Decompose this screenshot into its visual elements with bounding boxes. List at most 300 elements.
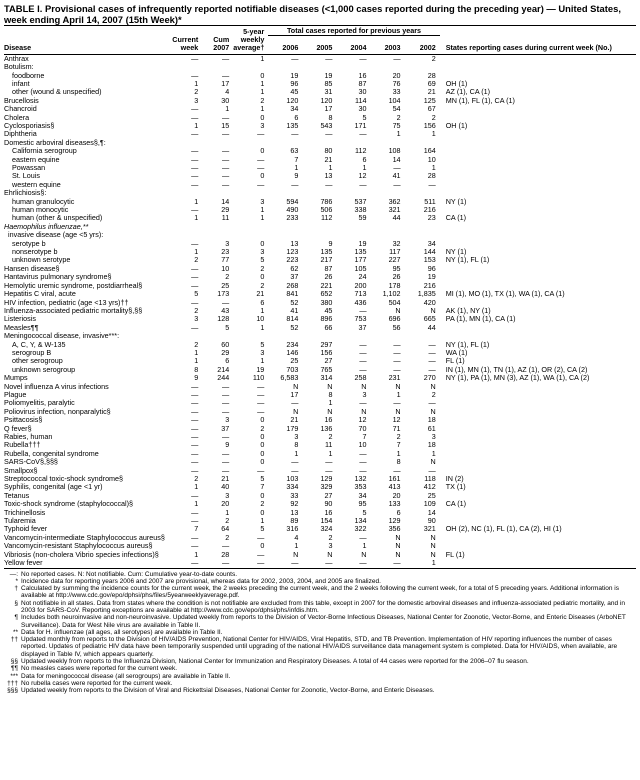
cell-value bbox=[371, 332, 405, 340]
cell-value: 156 bbox=[320, 348, 333, 357]
table-row bbox=[4, 248, 636, 256]
cell-value bbox=[268, 223, 302, 231]
states-reporting bbox=[440, 273, 636, 281]
cell-value bbox=[302, 231, 336, 239]
cell-value: 2 bbox=[431, 390, 436, 399]
cell-value: 1 bbox=[225, 105, 230, 114]
cell-value: N bbox=[327, 382, 333, 391]
cell-value: — bbox=[222, 113, 230, 122]
cell-value: N bbox=[395, 550, 401, 559]
cell-value: 841 bbox=[286, 290, 299, 299]
cell-value: 1 bbox=[260, 517, 265, 526]
cell-value: 33 bbox=[290, 491, 299, 500]
avg-header-line1: 5-year bbox=[233, 26, 268, 36]
footnote bbox=[4, 629, 636, 636]
cell-value: — bbox=[359, 533, 367, 542]
disease-name: Novel influenza A virus infections bbox=[4, 382, 109, 391]
cell-value: 511 bbox=[424, 197, 436, 206]
cell-value: 34 bbox=[290, 105, 299, 114]
cell-value: — bbox=[325, 54, 333, 63]
cell-value: 8 bbox=[396, 458, 401, 467]
table-row bbox=[4, 172, 636, 180]
cell-value: 67 bbox=[427, 105, 436, 114]
cell-value bbox=[371, 231, 405, 239]
cell-value: — bbox=[222, 164, 230, 172]
cell-value: 3 bbox=[362, 390, 367, 399]
cell-value bbox=[268, 139, 302, 147]
cell-value: 19 bbox=[427, 273, 436, 282]
cell-value: 171 bbox=[354, 121, 367, 130]
cell-value: 70 bbox=[358, 424, 367, 433]
states-reporting bbox=[440, 467, 636, 475]
cell-value: 321 bbox=[388, 206, 401, 215]
table-row bbox=[4, 265, 636, 273]
cell-value: 21 bbox=[290, 416, 299, 425]
cell-value: 1 bbox=[260, 105, 265, 114]
cell-value: 95 bbox=[358, 500, 367, 509]
cell-value: — bbox=[191, 382, 199, 391]
states-reporting bbox=[440, 130, 636, 138]
states-reporting: NY (1) bbox=[445, 248, 467, 257]
cell-value: — bbox=[393, 54, 401, 63]
cell-value: 412 bbox=[423, 483, 436, 492]
cell-value bbox=[302, 189, 336, 197]
cell-value: 109 bbox=[423, 500, 436, 509]
disease-name: Syphilis, congenital (age <1 yr) bbox=[4, 483, 103, 492]
cell-value: 25 bbox=[221, 281, 230, 290]
cell-value: 28 bbox=[427, 172, 436, 181]
cell-value: — bbox=[222, 542, 230, 551]
cell-value: 1 bbox=[328, 449, 333, 458]
footnote-text: No rubella cases were reported for the current week. bbox=[21, 679, 173, 687]
table-row bbox=[4, 214, 636, 222]
states-reporting bbox=[440, 416, 636, 424]
footnote-text: Data for meningococcal disease (all serogroups) are available in Table II. bbox=[21, 672, 231, 680]
table-row bbox=[4, 181, 636, 189]
cell-value: 321 bbox=[423, 525, 436, 534]
cell-value bbox=[268, 332, 302, 340]
cell-value: — bbox=[393, 399, 401, 408]
cell-value: 14 bbox=[392, 155, 401, 164]
cell-value: 380 bbox=[320, 298, 333, 307]
footnote bbox=[4, 600, 636, 615]
cell-value: 18 bbox=[427, 416, 436, 425]
cell-value: — bbox=[428, 348, 436, 357]
cell-value: — bbox=[169, 559, 202, 568]
cell-value: 120 bbox=[286, 96, 299, 105]
disease-name: Mumps bbox=[4, 374, 28, 383]
year-header: 2002 bbox=[405, 44, 440, 54]
cell-value: 2 bbox=[396, 433, 401, 441]
table-title: TABLE I. Provisional cases of infrequently reported notifiable diseases (<1,000 cases reported during the preceding year) — United States, week ending April 14, 2007 (15th Week)* bbox=[4, 3, 621, 25]
cell-value bbox=[336, 332, 370, 340]
cell-value: — bbox=[257, 466, 265, 475]
footnote bbox=[4, 571, 636, 578]
cell-value: 17 bbox=[290, 390, 299, 399]
cell-value: 506 bbox=[320, 206, 333, 215]
cell-value: 45 bbox=[324, 306, 333, 315]
cell-value: 1 bbox=[194, 348, 199, 357]
disease-name: Poliomyelitis, paralytic bbox=[4, 399, 75, 408]
cell-value: 1 bbox=[194, 483, 199, 492]
cell-value: 234 bbox=[286, 340, 299, 349]
cell-value: — bbox=[191, 533, 199, 542]
cell-value: 3 bbox=[328, 542, 333, 551]
table-row bbox=[4, 72, 636, 80]
cell-value: 25 bbox=[427, 491, 436, 500]
cell-value: 10 bbox=[427, 155, 436, 164]
table-row bbox=[4, 542, 636, 550]
cell-value: 3 bbox=[294, 433, 299, 441]
cell-value: N bbox=[293, 550, 299, 559]
cell-value: 44 bbox=[427, 323, 436, 332]
cell-value: — bbox=[371, 559, 405, 568]
year-header: 2006 bbox=[268, 44, 302, 54]
cell-value: — bbox=[191, 180, 199, 189]
cell-value: — bbox=[191, 458, 199, 467]
cell-value: 1,102 bbox=[382, 290, 401, 299]
cell-value: 324 bbox=[320, 525, 333, 534]
cell-value: 63 bbox=[290, 147, 299, 156]
cell-value: 9 bbox=[328, 239, 333, 248]
cell-value: N bbox=[395, 533, 401, 542]
header-row-bottom bbox=[4, 44, 636, 54]
states-reporting bbox=[440, 433, 636, 441]
cell-value: 1 bbox=[194, 550, 199, 559]
states-reporting: OH (2), NC (1), FL (1), CA (2), HI (1) bbox=[445, 525, 562, 534]
cell-value: 21 bbox=[427, 88, 436, 97]
states-reporting bbox=[440, 72, 636, 80]
cell-value: 54 bbox=[392, 105, 401, 114]
cell-value: — bbox=[325, 458, 333, 467]
footnote-text: Data for H. influenzae (all ages, all serotypes) are available in Table II. bbox=[21, 628, 223, 636]
table-row bbox=[4, 315, 636, 323]
cell-value: 40 bbox=[221, 483, 230, 492]
cell-value: 353 bbox=[354, 483, 367, 492]
cell-value: 356 bbox=[388, 525, 401, 534]
cell-value: 129 bbox=[320, 475, 333, 484]
cell-value: 44 bbox=[392, 214, 401, 223]
cell-value: 1 bbox=[396, 449, 401, 458]
cell-value: 14 bbox=[427, 508, 436, 517]
cell-value: N bbox=[361, 550, 367, 559]
disease-name: Poliovirus infection, nonparalytic§ bbox=[4, 407, 111, 416]
cell-value: 23 bbox=[427, 214, 436, 223]
cell-value: 16 bbox=[324, 416, 333, 425]
states-reporting: OH (1) bbox=[445, 79, 468, 88]
cell-value: — bbox=[191, 424, 199, 433]
cell-value bbox=[371, 63, 405, 71]
disease-name: A, C, Y, & W-135 bbox=[12, 340, 66, 349]
cell-value: 490 bbox=[286, 206, 299, 215]
states-reporting: AZ (1), CA (1) bbox=[445, 88, 491, 97]
cell-value: 814 bbox=[286, 315, 299, 324]
footnote-marker: ††† bbox=[7, 679, 18, 687]
disease-table bbox=[4, 25, 636, 569]
cell-value: 14 bbox=[221, 197, 230, 206]
table-row bbox=[4, 256, 636, 264]
cell-value: 12 bbox=[358, 416, 367, 425]
disease-name: Rubella, congenital syndrome bbox=[4, 449, 99, 458]
cell-value: 338 bbox=[354, 206, 367, 215]
states-reporting bbox=[440, 105, 636, 113]
table-row bbox=[4, 383, 636, 391]
cell-value: 136 bbox=[320, 424, 333, 433]
disease-name: Plague bbox=[4, 390, 27, 399]
cell-value: 9 bbox=[225, 441, 230, 450]
header-row-top bbox=[4, 26, 636, 36]
cell-value: — bbox=[359, 130, 367, 139]
states-reporting: OH (1) bbox=[445, 121, 468, 130]
cell-value: 110 bbox=[252, 374, 265, 383]
cell-value: 27 bbox=[324, 491, 333, 500]
cell-value bbox=[268, 63, 302, 71]
cell-value bbox=[371, 223, 405, 231]
cell-value bbox=[233, 231, 268, 239]
cell-value: 135 bbox=[286, 121, 299, 130]
disease-name: nonserotype b bbox=[12, 248, 58, 257]
cell-value bbox=[169, 223, 202, 231]
states-reporting bbox=[440, 517, 636, 525]
cell-value: 1 bbox=[194, 248, 199, 257]
cell-value: 21 bbox=[221, 475, 230, 484]
cell-value: 3 bbox=[194, 96, 199, 105]
cell-value: — bbox=[191, 390, 199, 399]
cell-value: 2 bbox=[396, 113, 401, 122]
cell-value: — bbox=[222, 449, 230, 458]
cell-value: 103 bbox=[286, 475, 299, 484]
cell-value: 665 bbox=[423, 315, 436, 324]
cell-value bbox=[302, 139, 336, 147]
cell-value bbox=[405, 139, 440, 147]
table-row bbox=[4, 206, 636, 214]
cell-value: N bbox=[361, 407, 367, 416]
cell-value: — bbox=[222, 298, 230, 307]
footnote-marker: *** bbox=[10, 672, 18, 680]
cell-value: 1 bbox=[431, 164, 436, 172]
cell-value bbox=[202, 189, 233, 197]
cell-value: 135 bbox=[354, 248, 367, 257]
disease-name: Streptococcal toxic-shock syndrome§ bbox=[4, 475, 124, 484]
cell-value: 5 bbox=[362, 508, 367, 517]
cell-value: 786 bbox=[320, 197, 333, 206]
cell-value: 135 bbox=[320, 248, 333, 257]
cell-value: 233 bbox=[286, 214, 299, 223]
cell-value: N bbox=[430, 407, 436, 416]
footnote-marker: †† bbox=[10, 636, 18, 644]
cell-value: 258 bbox=[354, 374, 367, 383]
cell-value: — bbox=[359, 180, 367, 189]
cell-value bbox=[405, 189, 440, 197]
cell-value: — bbox=[393, 357, 401, 366]
cell-value: 144 bbox=[423, 248, 436, 257]
cell-value: 5 bbox=[260, 475, 265, 484]
cell-value: N bbox=[430, 533, 436, 542]
cell-value: 2 bbox=[225, 273, 230, 282]
footnote-text: No measles cases were reported for the current week. bbox=[21, 665, 178, 673]
current-week-header-line1: Current bbox=[172, 35, 199, 44]
cell-value: — bbox=[191, 441, 199, 450]
cell-value: 1 bbox=[260, 357, 265, 366]
states-reporting: NY (1), FL (1) bbox=[445, 340, 490, 349]
cell-value: — bbox=[191, 466, 199, 475]
cell-value: 64 bbox=[221, 525, 230, 534]
table-row bbox=[4, 282, 636, 290]
cell-value: 177 bbox=[354, 256, 367, 265]
cell-value: 52 bbox=[290, 298, 299, 307]
table-row bbox=[4, 349, 636, 357]
table-row bbox=[4, 122, 636, 130]
cell-value: 2 bbox=[194, 306, 199, 315]
cell-value: — bbox=[336, 559, 370, 568]
cell-value: 19 bbox=[256, 365, 265, 374]
cell-value: 1 bbox=[194, 500, 199, 509]
cell-value: 41 bbox=[290, 306, 299, 315]
cell-value: 6 bbox=[362, 155, 367, 164]
cell-value: 2 bbox=[260, 96, 265, 105]
cell-value: 0 bbox=[260, 239, 265, 248]
table-row bbox=[4, 357, 636, 365]
cell-value: N bbox=[293, 407, 299, 416]
cum-header-line1: Cum bbox=[213, 35, 230, 44]
cell-value: 43 bbox=[221, 306, 230, 315]
header-row-mid bbox=[4, 36, 636, 44]
cell-value: — bbox=[222, 407, 230, 416]
cell-value: 2 bbox=[260, 500, 265, 509]
cell-value: — bbox=[291, 466, 299, 475]
cell-value: 96 bbox=[290, 79, 299, 88]
table-row bbox=[4, 425, 636, 433]
cell-value: 2 bbox=[225, 533, 230, 542]
table-row bbox=[4, 97, 636, 105]
cell-value: 594 bbox=[286, 197, 299, 206]
cell-value: 13 bbox=[290, 239, 299, 248]
table-row bbox=[4, 500, 636, 508]
states-reporting bbox=[440, 542, 636, 550]
cell-value: 59 bbox=[358, 214, 367, 223]
table-row bbox=[4, 324, 636, 332]
disease-name: Psittacosis§ bbox=[4, 416, 43, 425]
cell-value: 1 bbox=[260, 79, 265, 88]
year-header: 2005 bbox=[302, 44, 336, 54]
cell-value: — bbox=[428, 357, 436, 366]
disease-name: other (wound & unspecified) bbox=[12, 88, 102, 97]
cell-value bbox=[336, 63, 370, 71]
disease-name: Typhoid fever bbox=[4, 525, 48, 534]
cell-value bbox=[202, 63, 233, 71]
cell-value: — bbox=[222, 180, 230, 189]
table-row bbox=[4, 475, 636, 483]
cell-value: 2 bbox=[328, 433, 333, 441]
cell-value: 123 bbox=[286, 248, 299, 257]
table-row bbox=[4, 299, 636, 307]
cell-value: — bbox=[393, 164, 401, 172]
cell-value: 0 bbox=[260, 147, 265, 156]
cell-value: 3 bbox=[225, 491, 230, 500]
cell-value: — bbox=[291, 399, 299, 408]
cell-value: 1 bbox=[194, 79, 199, 88]
disease-name: Yellow fever bbox=[4, 559, 169, 568]
cell-value: — bbox=[191, 508, 199, 517]
cell-value: — bbox=[222, 458, 230, 467]
cell-value bbox=[302, 223, 336, 231]
cell-value bbox=[371, 139, 405, 147]
cell-value: 30 bbox=[358, 88, 367, 97]
cell-value: 24 bbox=[358, 273, 367, 282]
cell-value: — bbox=[393, 365, 401, 374]
table-row bbox=[4, 467, 636, 475]
cell-value: 34 bbox=[358, 491, 367, 500]
cell-value: — bbox=[325, 466, 333, 475]
cell-value: 221 bbox=[320, 281, 333, 290]
cell-value: 1 bbox=[431, 130, 436, 139]
cell-value: 2 bbox=[260, 264, 265, 273]
table-row bbox=[4, 88, 636, 96]
cell-value bbox=[202, 332, 233, 340]
disease-name: Measles¶¶ bbox=[4, 323, 39, 332]
cell-value: 3 bbox=[260, 197, 265, 206]
cell-value: — bbox=[191, 542, 199, 551]
cell-value: N bbox=[327, 407, 333, 416]
disease-name: Influenza-associated pediatric mortality§,§§ bbox=[4, 306, 143, 315]
cell-value: 3 bbox=[260, 248, 265, 257]
table-row bbox=[4, 164, 636, 172]
cell-value: 7 bbox=[294, 155, 299, 164]
states-reporting bbox=[440, 265, 636, 273]
cell-value: 543 bbox=[320, 121, 333, 130]
states-reporting: TX (1) bbox=[445, 483, 466, 492]
table-row bbox=[4, 130, 636, 138]
cell-value: 28 bbox=[427, 71, 436, 80]
disease-name: Ehrlichiosis§: bbox=[4, 189, 47, 198]
cell-value: 0 bbox=[260, 542, 265, 551]
disease-name: Tetanus bbox=[4, 491, 30, 500]
table-row bbox=[4, 341, 636, 349]
cell-value: 1 bbox=[260, 323, 265, 332]
cell-value bbox=[268, 231, 302, 239]
cell-value bbox=[233, 332, 268, 340]
table-row bbox=[4, 551, 636, 559]
disease-name: Domestic arboviral diseases§,¶: bbox=[4, 138, 106, 147]
cell-value: 161 bbox=[388, 475, 401, 484]
cell-value: 20 bbox=[392, 491, 401, 500]
cell-value: 1 bbox=[260, 54, 265, 63]
states-reporting bbox=[440, 509, 636, 517]
prev-years-header: Total cases reported for previous years bbox=[268, 26, 439, 36]
cell-value bbox=[302, 63, 336, 71]
disease-name: Hepatitis C viral, acute bbox=[4, 290, 76, 299]
cell-value: 108 bbox=[388, 147, 401, 156]
cell-value: — bbox=[222, 382, 230, 391]
cell-value: 153 bbox=[423, 256, 436, 265]
cell-value: 1 bbox=[396, 130, 401, 139]
table-row bbox=[4, 509, 636, 517]
cell-value bbox=[233, 223, 268, 231]
states-reporting: WA (1) bbox=[445, 348, 468, 357]
table-row bbox=[4, 114, 636, 122]
disease-name: California serogroup bbox=[12, 147, 77, 156]
states-reporting bbox=[440, 559, 636, 568]
table-row bbox=[4, 223, 636, 231]
cell-value: — bbox=[359, 365, 367, 374]
cell-value: 2 bbox=[431, 113, 436, 122]
cell-value: 80 bbox=[324, 147, 333, 156]
table-row bbox=[4, 156, 636, 164]
cell-value: 7 bbox=[260, 483, 265, 492]
cell-value: 362 bbox=[388, 197, 401, 206]
cell-value: — bbox=[222, 172, 230, 181]
cell-value: 216 bbox=[423, 206, 436, 215]
